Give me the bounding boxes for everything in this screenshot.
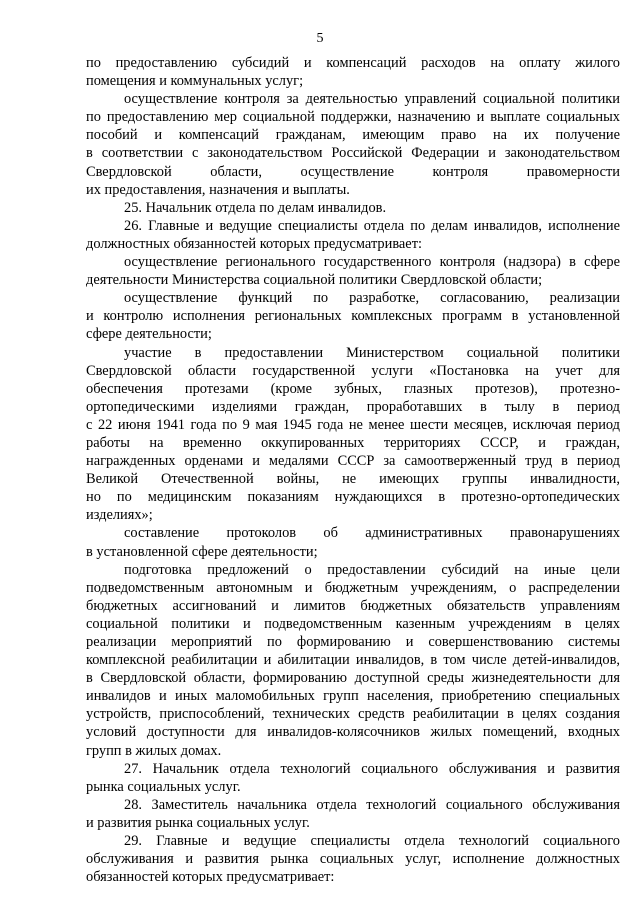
text-line: и развития рынка социальных услуг. [86,814,310,831]
text-line: социальной политики и подведомственным казенным учреждениям в целях [86,615,620,632]
text-line: по предоставлению субсидий и компенсаций расходов на оплату жилого [86,55,620,71]
text-line: подведомственным автономным и бюджетным учреждениям, о распределении [86,579,620,596]
text-line: участие в предоставлении Министерством социальной политики [124,344,620,361]
page-number: 5 [316,31,324,46]
text-line: рынка социальных услуг. [86,778,241,795]
text-line: в установленной сфере деятельности; [86,543,318,560]
text-line: их предоставления, назначения и выплаты. [86,181,350,198]
text-line: работы на временно оккупированных территориях СССР, и граждан, [86,434,620,451]
text-line: Свердловской области государственной услуги «Постановка на учет для [86,362,620,379]
text-line: подготовка предложений о предоставлении субсидий на иные цели [124,561,620,578]
text-line: бюджетных ассигнований и лимитов бюджетных обязательств управлениям [86,597,620,614]
text-line: Свердловской области, осуществление контроля правомерности [86,163,620,180]
text-line: 28. Заместитель начальника отдела технологий социального обслуживания [124,796,620,813]
text-line: в Свердловской области, формированию доступной среды жизнедеятельности для [86,670,620,687]
text-line: в соответствии с законодательством Российской Федерации и законодательством [86,145,620,162]
text-line: 25. Начальник отдела по делам инвалидов. [124,199,387,216]
text-line: сфере деятельности; [86,326,212,343]
text-line: групп в жилых домах. [86,742,222,759]
text-line: составление протоколов об административных правонарушениях [124,525,620,542]
text-line: пособий и компенсаций гражданам, имеющим право на их получение [86,127,620,144]
text-line: изделиях»; [86,507,153,524]
text-line: награжденных орденами и медалями СССР за самоотверженный труд в период [86,453,620,470]
text-line: Великой Отечественной войны, не имеющих группы инвалидности, [86,471,620,488]
text-line: осуществление регионального государственного контроля (надзора) в сфере [124,254,620,271]
text-line: 29. Главные и ведущие специалисты отдела технологий социального [124,833,620,850]
text-line: инвалидов и иных маломобильных групп населения, приобретению специальных [86,688,620,705]
text-line: обязанностей которых предусматривает: [86,869,335,886]
text-line: с 22 июня 1941 года по 9 мая 1945 года не менее шести месяцев, исключая период [86,416,620,433]
text-line: комплексной реабилитации и абилитации инвалидов, в том числе детей-инвалидов, [86,652,620,669]
text-line: но по медицинским показаниям нуждающихся в протезно-ортопедических [86,489,620,506]
text-line: осуществление функций по разработке, согласованию, реализации [124,290,620,307]
text-line: 26. Главные и ведущие специалисты отдела по делам инвалидов, исполнение [124,217,620,234]
text-line: обслуживания и развития рынка социальных услуг, исполнение должностных [86,851,620,868]
text-line: и контролю исполнения региональных комплексных программ в установленной [86,308,620,325]
text-line: деятельности Министерства социальной политики Свердловской области; [86,272,543,289]
text-line: 27. Начальник отдела технологий социального обслуживания и развития [124,760,620,777]
text-line: устройств, приспособлений, технических средств реабилитации в целях создания [86,706,620,723]
text-line: ортопедическими изделиями граждан, проработавших в тылу в период [86,398,620,415]
text-line: обеспечения протезами (кроме зубных, глазных протезов), протезно- [86,380,620,397]
text-line: осуществление контроля за деятельностью управлений социальной политики [124,91,620,108]
document-body [86,54,620,886]
text-line: условий доступности для инвалидов-колясочников жилых помещений, входных [86,724,620,741]
text-line: по предоставлению мер социальной поддержки, назначению и выплате социальных [86,109,620,126]
text-line: помещения и коммунальных услуг; [86,73,304,90]
text-line: должностных обязанностей которых предусматривает: [86,235,422,252]
text-line: реализации мероприятий по формированию и совершенствованию системы [86,634,620,650]
